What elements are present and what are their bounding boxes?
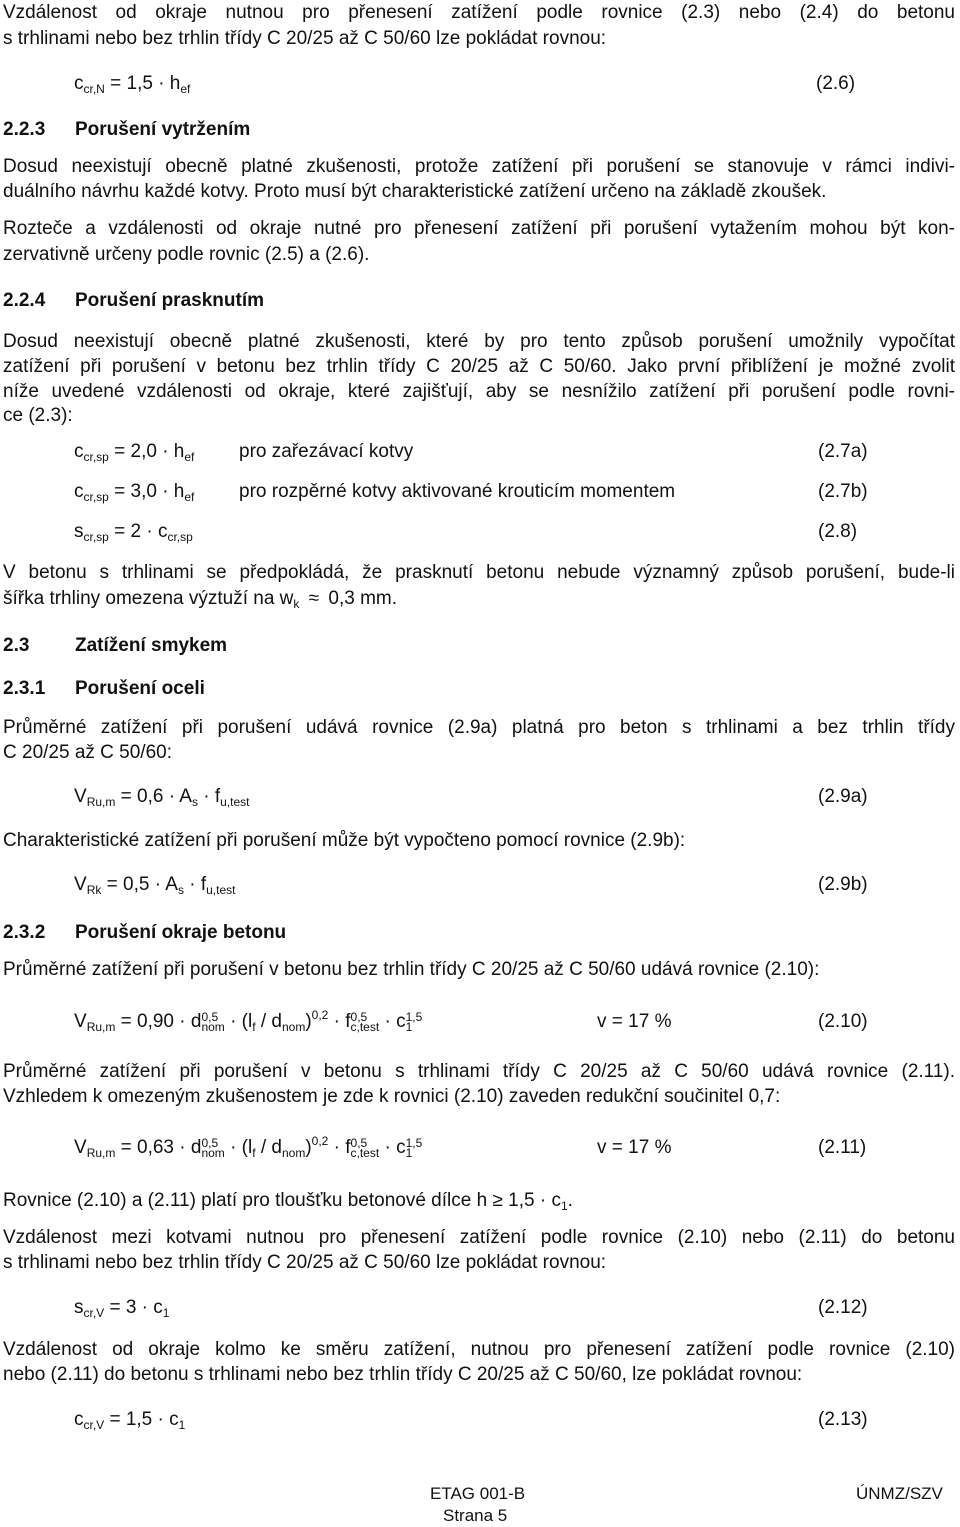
equation-ref: (2.9b) [818, 874, 868, 895]
equation-condition: v = 17 % [597, 1137, 672, 1158]
para-line: duálního návrhu každé kotvy. Proto musí být charakteristické zatížení určeno na základě zkoušek. [3, 181, 827, 202]
para-line: Průměrné zatížení při porušení v betonu s trhlinami třídy C 20/25 až C 50/60 udává rovnice (2.11). [3, 1061, 955, 1082]
footer-page-number: Strana 5 [443, 1506, 508, 1525]
equation-condition: v = 17 % [597, 1011, 672, 1032]
equation-ref: (2.8) [818, 521, 858, 542]
equation-2-12: $s_{cr,V} = 3 \cdot c_1$ [74, 1297, 170, 1320]
para-line: s trhlinami nebo bez trhlin třídy C 20/25 až C 50/60 lze pokládat rovnou: [3, 1252, 607, 1273]
equation-2-9a: $V_{Ru,m} = 0,6 \cdot A_s \cdot f_{u,test}$ [74, 786, 250, 809]
para-line: zervativně určeny podle rovnic (2.5) a (2.6). [3, 244, 370, 265]
para-line: Vzdálenost od okraje nutnou pro přenesení zatížení podle rovnice (2.3) nebo (2.4) do betonu [3, 2, 955, 23]
para-line: Dosud neexistují obecně platné zkušenosti, protože zatížení při porušení se stanovuje v rámci indivi- [3, 156, 955, 177]
section-heading: 2.3.1 Porušení oceli [3, 678, 205, 699]
para-line: Vzdálenost mezi kotvami nutnou pro přenesení zatížení podle rovnice (2.10) nebo (2.11) do betonu [3, 1227, 955, 1248]
para-line: Rovnice (2.10) a (2.11) platí pro tloušťku betonové dílce $h \ge 1,5 \cdot c_1$. [3, 1190, 573, 1213]
para-line: s trhlinami nebo bez trhlin třídy C 20/25 až C 50/60 lze pokládat rovnou: [3, 28, 607, 49]
equation-ref: (2.7a) [818, 441, 868, 462]
equation-2-9b: $V_{Rk} = 0,5 \cdot A_s \cdot f_{u,test}$ [74, 874, 236, 897]
equation-ref: (2.12) [818, 1297, 868, 1318]
section-heading: 2.2.3 Porušení vytržením [3, 119, 251, 140]
section-heading: 2.2.4 Porušení prasknutím [3, 290, 264, 311]
para-line: níže uvedené vzdálenosti od okraje, které zajišťují, aby se nesnížilo zatížení při porušení podle rovni- [3, 381, 955, 402]
para-line: zatížení při porušení v betonu bez trhlin třídy C 20/25 až C 50/60. Jako první přiblížení je možné zvolit [3, 356, 955, 377]
para-line: Vzhledem k omezeným zkušenostem je zde k rovnici (2.10) zaveden redukční součinitel 0,7: [3, 1086, 781, 1107]
equation-ref: (2.11) [818, 1137, 867, 1158]
footer-doc-id: ETAG 001-B [430, 1484, 526, 1503]
para-line: Charakteristické zatížení při porušení může být vypočteno pomocí rovnice (2.9b): [3, 830, 686, 851]
equation-desc: pro zařezávací kotvy [239, 441, 414, 462]
equation-2-8: $s_{cr,sp} = 2 \cdot c_{cr,sp}$ [74, 521, 193, 544]
equation-ref: (2.6) [816, 73, 856, 94]
para-line: Vzdálenost od okraje kolmo ke směru zatížení, nutnou pro přenesení zatížení podle rovnice (2.10) [3, 1339, 955, 1360]
equation-ref: (2.7b) [818, 481, 868, 502]
para-line: Dosud neexistují obecně platné zkušenosti, které by pro tento způsob porušení umožnily vypočítat [3, 331, 955, 352]
equation-2-7b: $c_{cr,sp} = 3,0 \cdot h_{ef}$ [74, 481, 195, 504]
para-line: šířka trhliny omezena výztuží na $w_k \approx 0,3$ mm. [3, 588, 398, 611]
equation-2-7a: $c_{cr,sp} = 2,0 \cdot h_{ef}$ [74, 441, 195, 464]
equation-ref: (2.13) [818, 1409, 868, 1430]
equation-2-11: $V_{Ru,m} = 0,63 \cdot d$ 0,5 nom · $(l_f / d_{nom})^{0,2} \cdot f$ 0,5 c,test · c 1,5 1 [74, 1134, 423, 1160]
equation-2-6: $c_{cr,N} = 1,5 \cdot h_{ef}$ [74, 73, 191, 96]
equation-ref: (2.10) [818, 1011, 868, 1032]
equation-2-13: $c_{cr,V} = 1,5 \cdot c_1$ [74, 1409, 186, 1432]
section-heading: 2.3.2 Porušení okraje betonu [3, 922, 287, 943]
equation-desc: pro rozpěrné kotvy aktivované krouticím momentem [239, 481, 676, 502]
equation-ref: (2.9a) [818, 786, 868, 807]
footer-org: ÚNMZ/SZV [856, 1484, 943, 1503]
para-line: ce (2.3): [3, 405, 73, 426]
equation-2-10: $V_{Ru,m} = 0,90 \cdot d$ 0,5 nom · $(l_f / d_{nom})^{0,2} \cdot f$ 0,5 c,test · c 1,5 1 [74, 1008, 423, 1034]
section-heading: 2.3 Zatížení smykem [3, 635, 228, 656]
para-line: Průměrné zatížení při porušení v betonu bez trhlin třídy C 20/25 až C 50/60 udává rovnice (2.10): [3, 959, 820, 980]
para-line: Rozteče a vzdálenosti od okraje nutné pro přenesení zatížení při porušení vytažením mohou být kon- [3, 218, 955, 239]
para-line: C 20/25 až C 50/60: [3, 742, 172, 763]
para-line: nebo (2.11) do betonu s trhlinami nebo bez trhlin třídy C 20/25 až C 50/60, lze pokládat rovnou: [3, 1364, 803, 1385]
para-line: V betonu s trhlinami se předpokládá, že prasknutí betonu nebude významný způsob porušení, bude-li [3, 562, 955, 583]
para-line: Průměrné zatížení při porušení udává rovnice (2.9a) platná pro beton s trhlinami a bez trhlin třídy [3, 717, 955, 738]
